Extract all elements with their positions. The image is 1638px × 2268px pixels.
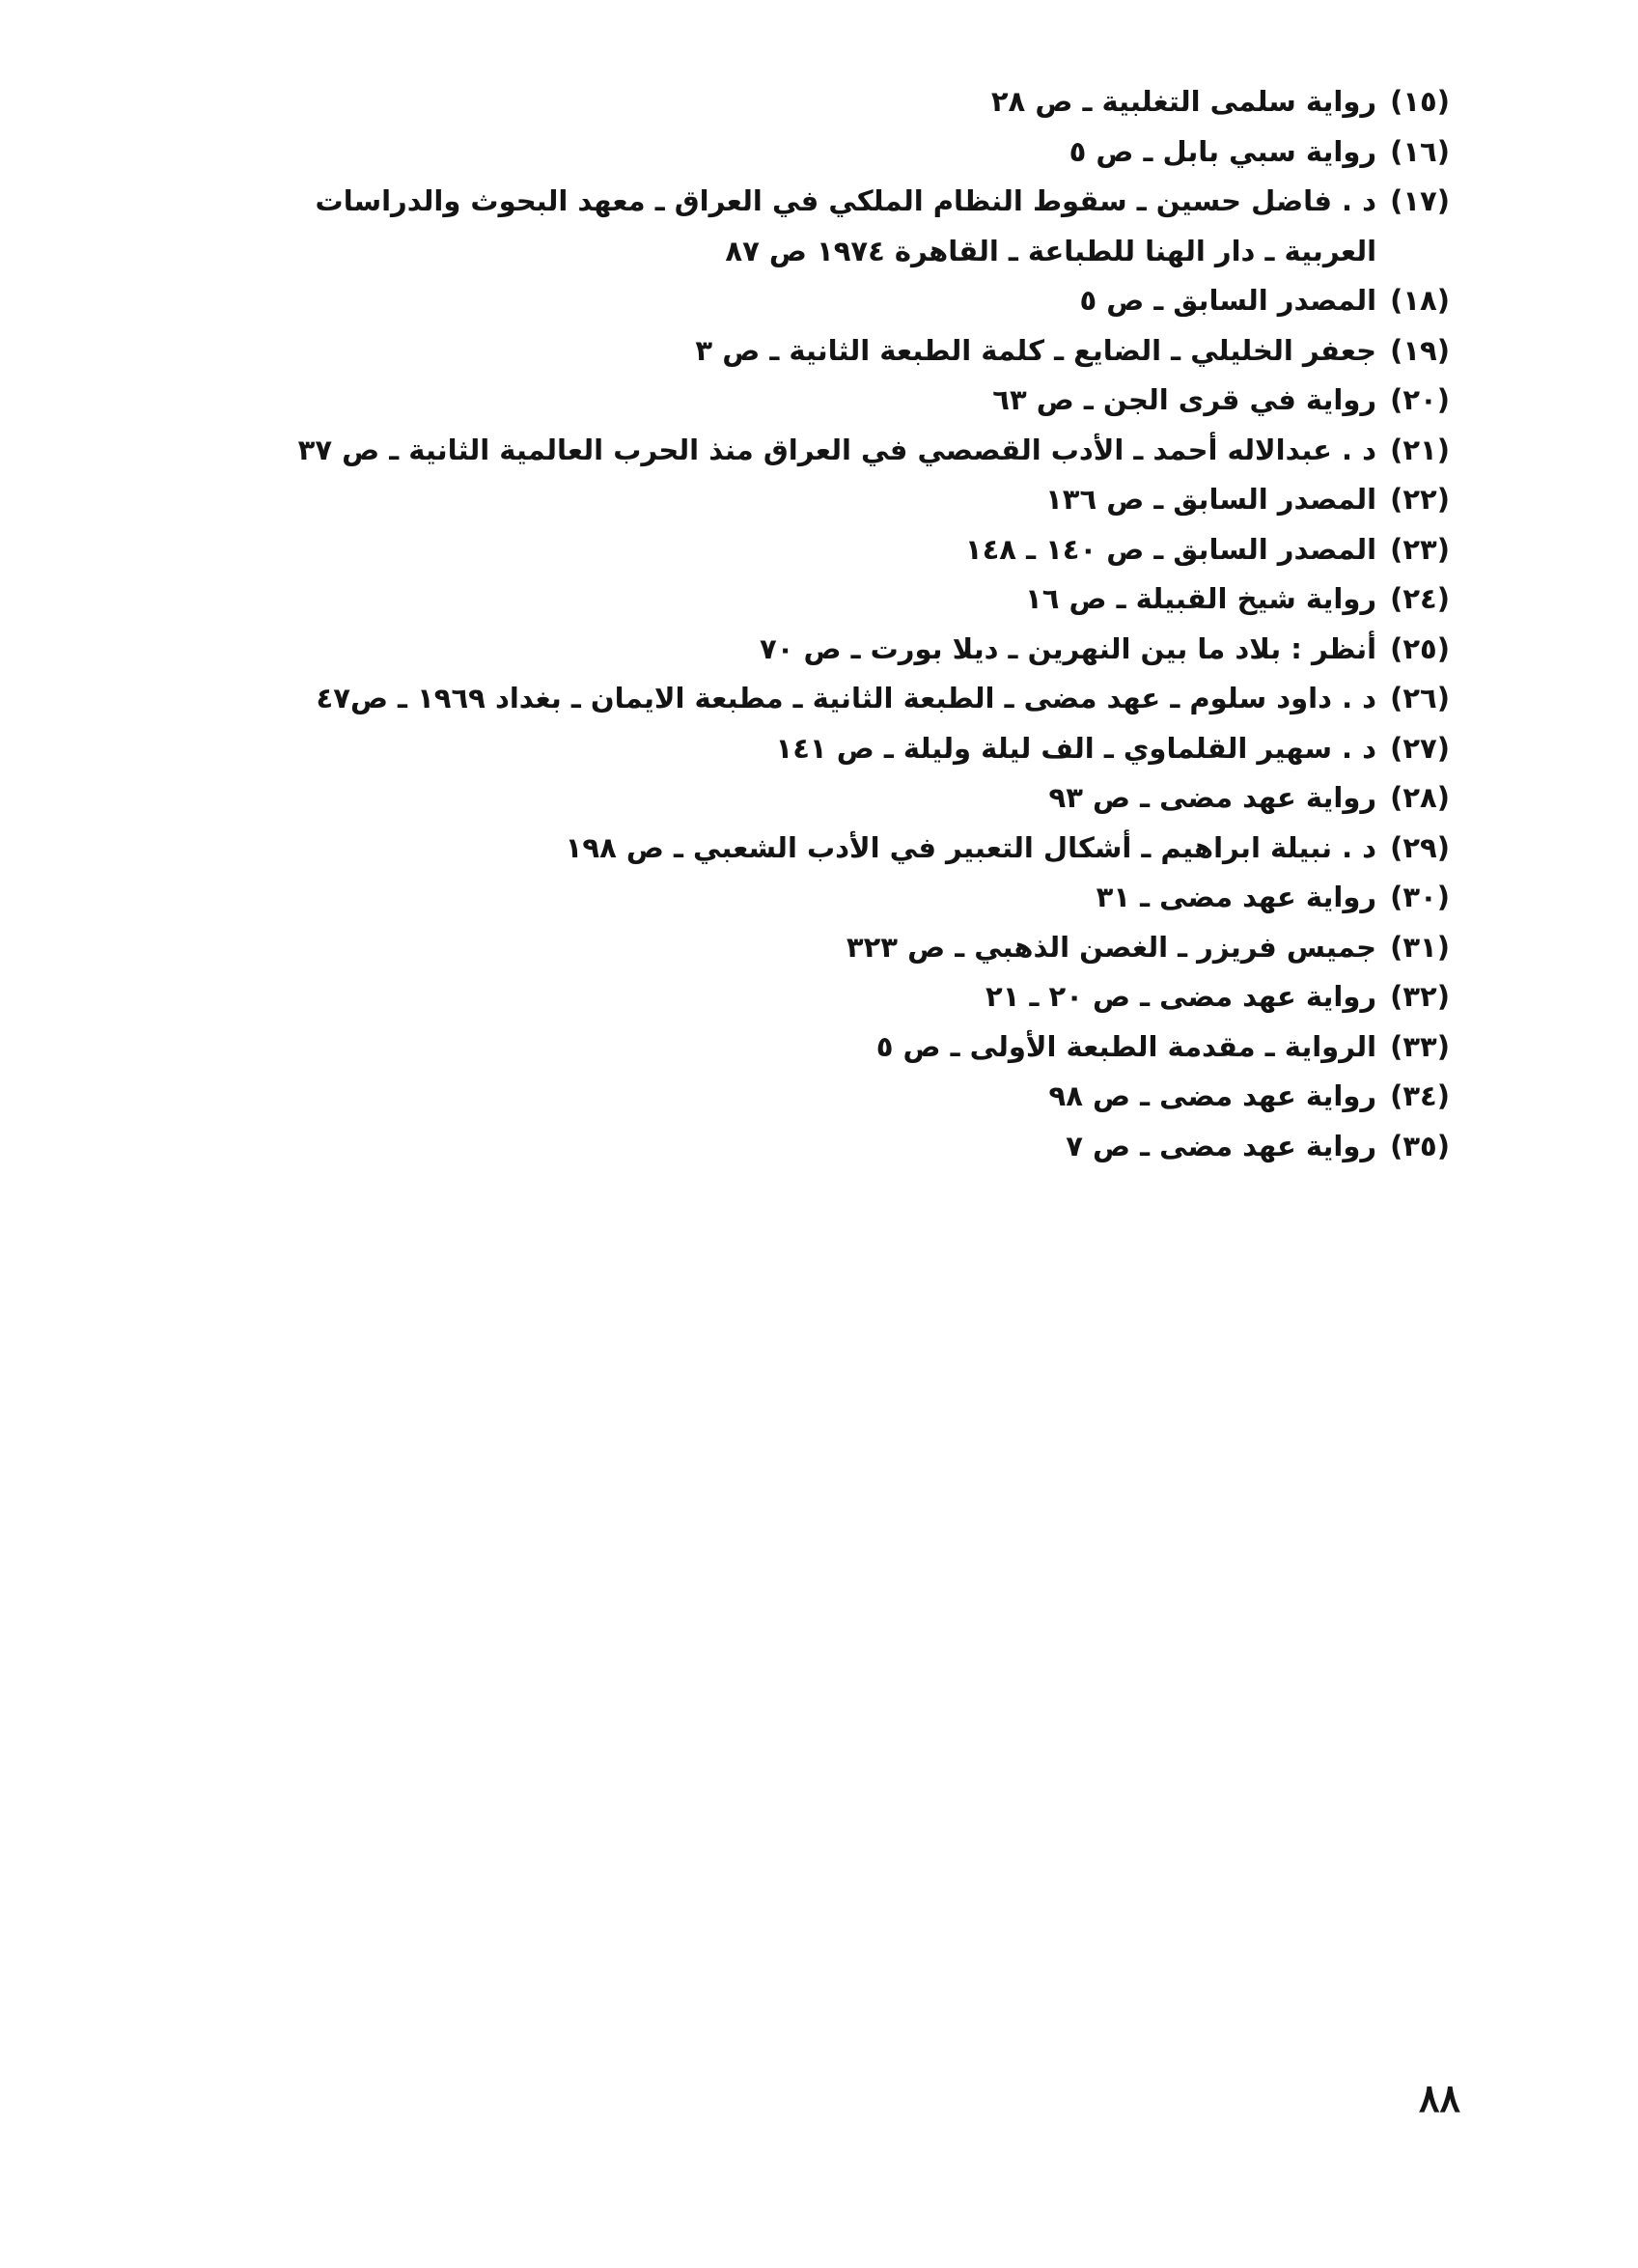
footnote-number: (٢٦) [1390,682,1450,714]
footnote-number: (١٦) [1390,134,1450,168]
footnote-item [166,127,1450,178]
footnote-number: (٣٤) [1390,1079,1450,1112]
footnote-text [166,824,1376,874]
footnote-number: (٢٣) [1390,532,1450,566]
footnote-number: (٣١) [1390,930,1450,964]
footnote-text [166,923,1376,973]
footnote-text-line: رواية عهد مضى ـ ص ٢٠ ـ ٢١ [986,980,1377,1013]
footnote-number: (١٧) [1390,184,1450,217]
footnote-item [166,824,1450,874]
footnote-number: (٢٤) [1390,582,1450,615]
footnote-text [166,625,1376,675]
footnote-text-line: د . نبيلة ابراهيم ـ أشكال التعبير في الأدب الشعبي ـ ص ١٩٨ [565,830,1377,864]
footnote-text [166,127,1376,178]
footnote-number: (٣٢) [1390,980,1450,1013]
footnote-text [166,475,1376,525]
footnote-item [166,475,1450,525]
footnote-text-line: رواية عهد مضى ـ ٣١ [1096,881,1377,913]
footnote-text [166,574,1376,625]
footnote-item [166,724,1450,774]
footnote-number: (٢٢) [1390,483,1450,516]
footnote-item [166,625,1450,675]
footnote-item [166,77,1450,127]
footnote-text [166,525,1376,575]
footnote-text-line: رواية في قرى الجن ـ ص ٦٣ [992,383,1377,416]
footnote-number: (١٨) [1390,284,1450,317]
footnote-text [166,77,1376,127]
footnote-text-line: المصدر السابق ـ ص ١٤٠ ـ ١٤٨ [964,532,1377,566]
footnotes-list [166,77,1450,1171]
footnote-text-line: رواية سلمى التغلبية ـ ص ٢٨ [990,85,1377,118]
footnote-number: (٢٩) [1390,830,1450,864]
footnote-text-line: رواية شيخ القبيلة ـ ص ١٦ [1025,582,1377,615]
footnote-item [166,674,1450,724]
footnote-text [166,376,1376,426]
footnote-text [166,724,1376,774]
footnote-text [166,326,1376,377]
footnote-text [166,674,1376,724]
footnote-number: (٢٨) [1390,781,1450,814]
footnote-item [166,177,1450,276]
footnote-text-line: المصدر السابق ـ ص ١٣٦ [1045,483,1377,516]
footnote-text [166,177,1376,276]
footnote-item [166,773,1450,824]
footnote-continuation: العربية ـ دار الهنا للطباعة ـ القاهرة ١٩٧٤ ص ٨٧ [725,234,1377,267]
footnote-text-line: د . فاضل حسين ـ سقوط النظام الملكي في العراق ـ معهد البحوث والدراسات [315,184,1377,217]
footnote-item [166,276,1450,326]
footnote-text-line: د . داود سلوم ـ عهد مضى ـ الطبعة الثانية ـ مطبعة الايمان ـ بغداد ١٩٦٩ ـ ص٤٧ [316,682,1377,714]
footnote-text-line: رواية سبي بابل ـ ص ٥ [1069,134,1377,168]
footnote-text [166,426,1376,476]
footnote-text [166,1122,1376,1172]
footnote-number: (٣٥) [1390,1129,1450,1162]
footnote-item [166,923,1450,973]
footnote-number: (٢٧) [1390,731,1450,765]
footnote-text-line: رواية عهد مضى ـ ص ٧ [1066,1129,1377,1162]
footnote-item [166,873,1450,923]
footnote-number: (٢١) [1390,433,1450,466]
footnote-item [166,1072,1450,1122]
footnote-item [166,1122,1450,1172]
footnote-text-line: د . عبدالاله أحمد ـ الأدب القصصي في العراق منذ الحرب العالمية الثانية ـ ص ٣٧ [297,433,1377,466]
footnote-text-line: جميس فريزر ـ الغصن الذهبي ـ ص ٣٢٣ [846,930,1377,964]
footnote-text-line: أنظر : بلاد ما بين النهرين ـ ديلا بورت ـ ص ٧٠ [760,631,1377,665]
footnote-text-line: المصدر السابق ـ ص ٥ [1079,284,1377,317]
footnote-number: (٣٣) [1390,1029,1450,1063]
footnote-number: (٢٥) [1390,631,1450,665]
footnote-item [166,972,1450,1022]
footnote-item [166,574,1450,625]
footnote-number: (١٥) [1390,85,1450,118]
footnote-item [166,376,1450,426]
footnote-text-line: رواية عهد مضى ـ ص ٩٨ [1048,1079,1377,1112]
footnote-text [166,1022,1376,1073]
footnote-item [166,326,1450,377]
footnote-item [166,525,1450,575]
footnote-text [166,773,1376,824]
footnote-text-line: جعفر الخليلي ـ الضايع ـ كلمة الطبعة الثانية ـ ص ٣ [695,333,1377,367]
footnote-text [166,972,1376,1022]
footnote-number: (٢٠) [1390,383,1450,416]
footnote-item [166,1022,1450,1073]
page-number: ٨٨ [1419,2076,1460,2121]
footnote-number: (٣٠) [1390,881,1450,913]
footnote-text-line: الرواية ـ مقدمة الطبعة الأولى ـ ص ٥ [875,1029,1377,1063]
footnote-text [166,1072,1376,1122]
footnote-text [166,276,1376,326]
footnote-text-line: د . سهير القلماوي ـ الف ليلة وليلة ـ ص ١٤١ [775,731,1377,765]
footnote-item [166,426,1450,476]
footnote-text [166,873,1376,923]
footnote-text-line: رواية عهد مضى ـ ص ٩٣ [1048,781,1377,814]
footnote-number: (١٩) [1390,333,1450,367]
